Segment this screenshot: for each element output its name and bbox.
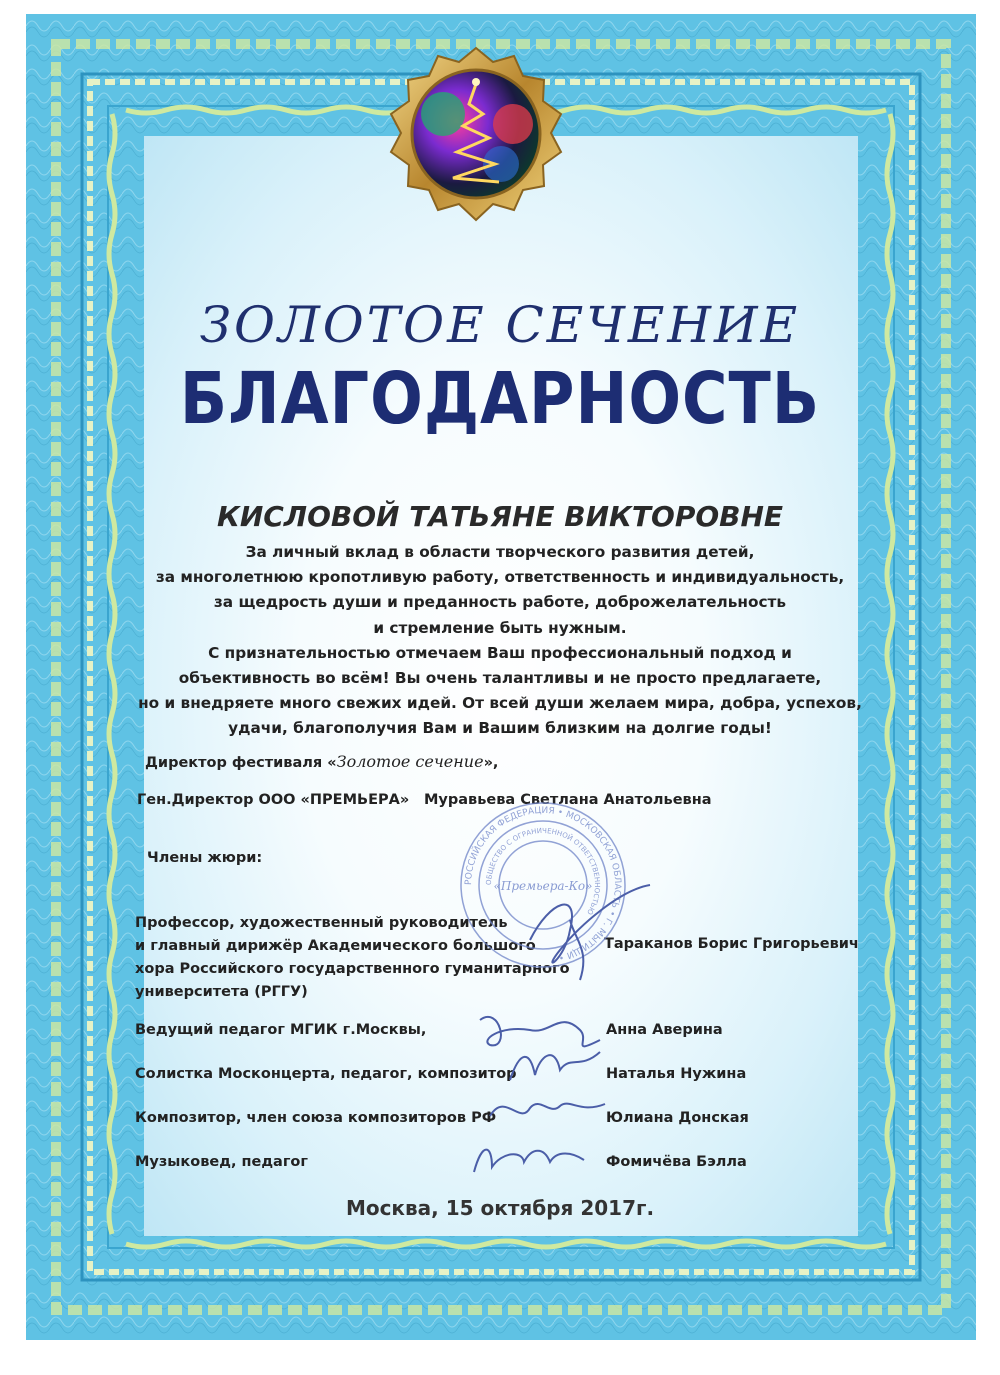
jury-member-role: Композитор, член союза композиторов РФ	[135, 1110, 497, 1126]
stamp-inner-text: ОБЩЕСТВО С ОГРАНИЧЕННОЙ ОТВЕТСТВЕННОСТЬЮ	[484, 826, 602, 917]
signature-icon	[462, 1132, 592, 1182]
director-role: Ген.Директор ООО «ПРЕМЬЕРА»	[137, 792, 410, 808]
jury-member-role: Ведущий педагог МГИК г.Москвы,	[135, 1022, 427, 1038]
stamp-outer-text: РОССИЙСКАЯ ФЕДЕРАЦИЯ • МОСКОВСКАЯ ОБЛАСТЬ • Г. МЫТИЩИ •	[463, 805, 623, 963]
jury-member-name: Тараканов Борис Григорьевич	[604, 936, 859, 952]
director-line: Директор фестиваля «Золотое сечение»,	[145, 752, 499, 771]
jury-heading: Члены жюри:	[147, 850, 263, 866]
text-line: объективность во всём! Вы очень талантливы и не просто предлагаете,	[178, 669, 822, 688]
text-line: За личный вклад в области творческого развития детей,	[245, 543, 755, 561]
jury-member-role: Профессор, художественный руководитель и главный дирижёр Академического большого хора Российского государственного гуманитарного университета (РГГУ)	[135, 915, 570, 1000]
signature-icon	[500, 1040, 610, 1090]
signature-icon	[510, 880, 660, 990]
jury-member-name: Анна Аверина	[606, 1022, 723, 1038]
text-line: но и внедряете много свежих идей. От всей души желаем мира, добра, успехов,	[138, 694, 862, 713]
text-line: за щедрость души и преданность работе, доброжелательность	[213, 593, 787, 612]
festival-name: Золотое сечение	[336, 752, 484, 771]
jury-member-role: Музыковед, педагог	[135, 1154, 308, 1170]
director-name: Муравьева Светлана Анатольевна	[424, 792, 712, 808]
text-line: и стремление быть нужным.	[373, 618, 627, 637]
jury-member-role: Солистка Москонцерта, педагог, композитор	[135, 1066, 517, 1082]
jury-member-name: Фомичёва Бэлла	[606, 1154, 747, 1170]
festival-title: ЗОЛОТОЕ СЕЧЕНИЕ	[199, 296, 801, 354]
text-line: удачи, благополучия Вам и Вашим близким на долгие годы!	[228, 719, 772, 738]
stamp-center-text: «Премьера-Ко»	[493, 879, 593, 893]
certificate-title: БЛАГОДАРНОСТЬ	[179, 356, 821, 441]
text-line: за многолетнюю кропотливую работу, ответственность и индивидуальность,	[155, 568, 845, 587]
jury-member-name: Юлиана Донская	[606, 1110, 749, 1126]
text-line: С признательностью отмечаем Ваш профессиональный подход и	[208, 643, 792, 662]
recipient-name: КИСЛОВОЙ ТАТЬЯНЕ ВИКТОРОВНЕ	[216, 500, 784, 533]
signature-icon	[480, 1086, 610, 1131]
certificate-text	[120, 540, 880, 742]
jury-member-name: Наталья Нужина	[606, 1066, 747, 1082]
christmas-tree-emblem-icon	[383, 44, 569, 230]
issue-date: Москва, 15 октября 2017г.	[345, 1196, 655, 1220]
